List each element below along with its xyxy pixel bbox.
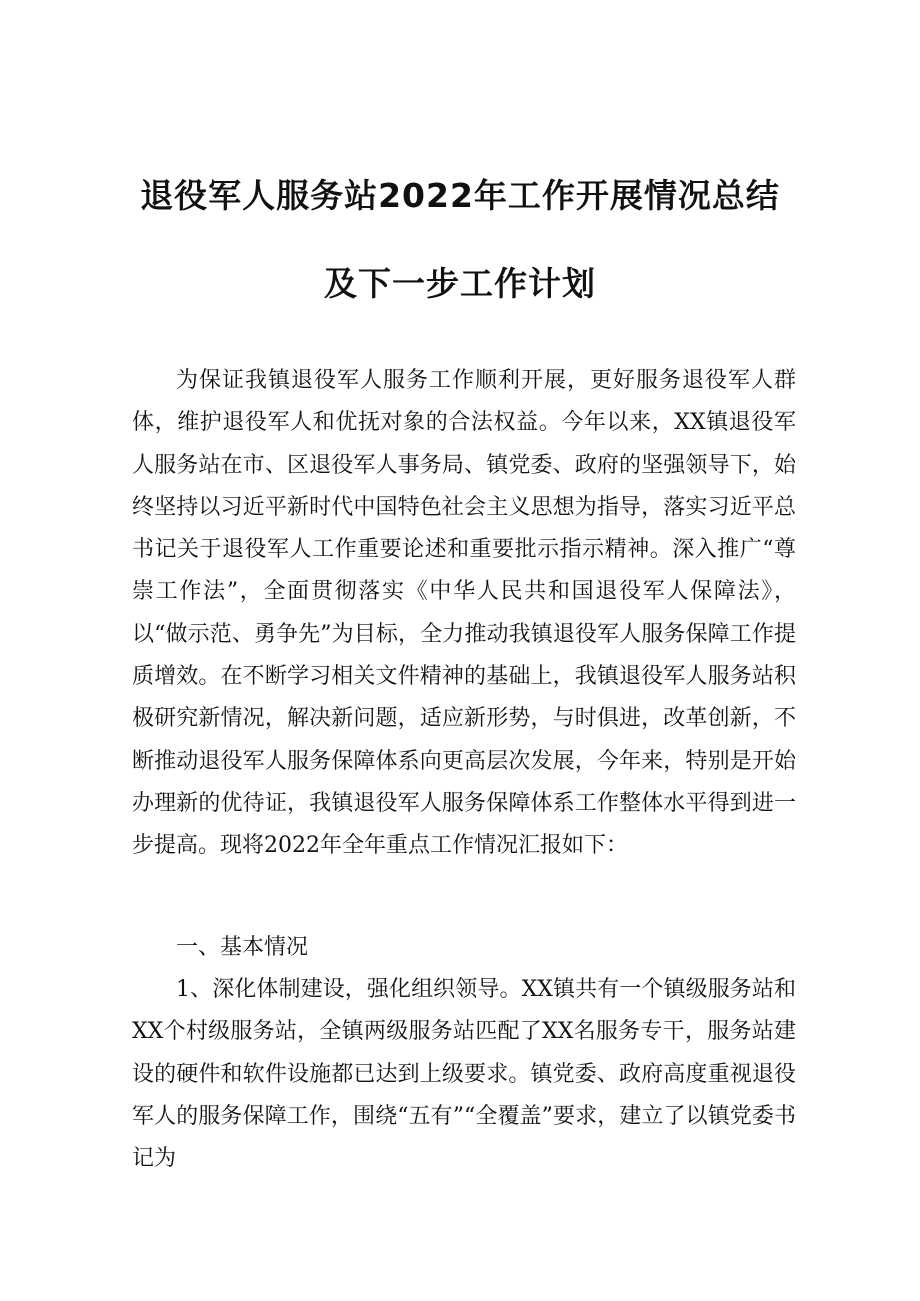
intro-paragraph: 为保证我镇退役军人服务工作顺利开展，更好服务退役军人群体，维护退役军人和优抚对象的合法权益。今年以来，XX镇退役军人服务站在市、区退役军人事务局、镇党委、政府的坚强领导下，始终坚持以习近平新时代中国特色社会主义思想为指导，落实习近平总书记关于退役军人工作重要论述和重要批示指示精神。深入推广“尊崇工作法”，全面贯彻落实《中华人民共和国退役军人保障法》，以“做示范、勇争先”为目标，全力推动我镇退役军人服务保障工作提质增效。在不断学习相关文件精神的基础上，我镇退役军人服务站积极研究新情况，解决新问题，适应新形势，与时俱进，改革创新，不断推动退役军人服务保障体系向更高层次发展，今年来，特别是开始办理新的优待证，我镇退役军人服务保障体系工作整体水平得到进一步提高。现将2022年全年重点工作情况汇报如下： (132, 368, 796, 859)
section-heading-basic-situation: 一、基本情况 (176, 935, 309, 960)
document-title-line-1: 退役军人服务站2022年工作开展情况总结 (140, 176, 780, 215)
section-paragraph-1: 1、深化体制建设，强化组织领导。XX镇共有一个镇级服务站和XX个村级服务站，全镇两级服务站匹配了XX名服务专干，服务站建设的硬件和软件设施都已达到上级要求。镇党委、政府高度重视退役军人的服务保障工作，围绕“五有”“全覆盖”要求，建立了以镇党委书记为 (132, 977, 796, 1172)
document-title-line-2: 及下一步工作计划 (324, 264, 596, 303)
